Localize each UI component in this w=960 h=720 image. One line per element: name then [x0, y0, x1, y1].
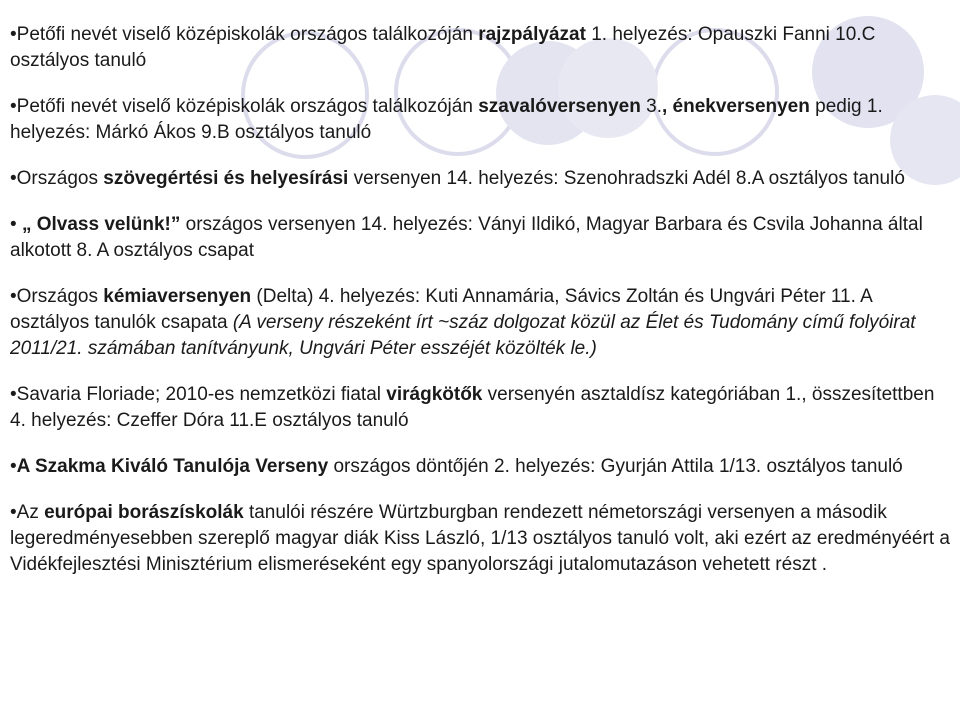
text-segment: „ Olvass velünk!” [21, 214, 181, 235]
text-segment: pedig 1. helyezés: Márkó Ákos 9.B osztályos tanuló [10, 96, 883, 143]
text-segment: országos döntőjén 2. helyezés: Gyurján Attila 1/13. osztályos tanuló [328, 456, 903, 477]
text-segment: •Savaria Floriade; 2010-es nemzetközi fiatal [10, 384, 387, 405]
text-segment: •Az [10, 502, 45, 523]
list-item [10, 382, 950, 434]
text-segment: szavalóversenyen [478, 96, 641, 117]
list-item [10, 94, 950, 146]
text-segment: (Delta) 4. helyezés: Kuti Annamária, Sávics Zoltán és Ungvári Péter 11. A osztályos tanulók csapata [10, 286, 872, 333]
text-segment: rajzpályázat [478, 24, 586, 45]
list-item [10, 500, 950, 578]
text-segment: virágkötők [386, 384, 483, 405]
list-item [10, 212, 950, 264]
list-item [10, 166, 950, 192]
list-item [10, 284, 950, 362]
text-segment: versenyén asztaldísz kategóriában 1., összesítettben 4. helyezés: Czeffer Dóra 11.E osztályos tanuló [10, 384, 935, 431]
text-segment: •Országos [10, 168, 104, 189]
text-segment: •Petőfi nevét viselő középiskolák országos találkozóján [10, 96, 479, 117]
text-segment: kémiaversenyen [103, 286, 252, 307]
text-segment: 1. helyezés: Opauszki Fanni 10.C osztályos tanuló [10, 24, 876, 71]
text-segment: országos versenyen 14. helyezés: Ványi Ildikó, Magyar Barbara és Csvila Johanna által alkotott 8. A osztályos csapat [10, 214, 923, 261]
achievement-list [10, 22, 950, 598]
text-segment: tanulói részére Würtzburgban rendezett németországi versenyen a második legeredményesebben szereplő magyar diák Kiss László, 1/13 osztályos tanuló volt, aki ezért az eredményéért a Vidékfejlesztési Minisztérium elismeréseként egy spanyolországi jutalomutazáson vehetett részt . [10, 502, 950, 575]
text-segment: szövegértési és helyesírási [103, 168, 349, 189]
text-segment: •Országos [10, 286, 104, 307]
text-segment: (A verseny részeként írt ~száz dolgozat közül az Élet és Tudomány című folyóirat 2011/21. számában tanítványunk, Ungvári Péter esszéjét közölték le.) [10, 312, 916, 359]
text-segment: A Szakma Kiváló Tanulója Verseny [16, 456, 329, 477]
text-segment: • [10, 214, 22, 235]
text-segment: , énekversenyen [661, 96, 810, 117]
text-segment: versenyen 14. helyezés: Szenohradszki Adél 8.A osztályos tanuló [348, 168, 905, 189]
list-item [10, 454, 950, 480]
text-segment: •Petőfi nevét viselő középiskolák országos találkozóján [10, 24, 479, 45]
text-segment: 3. [640, 96, 662, 117]
list-item [10, 22, 950, 74]
text-segment: európai borászískolák [44, 502, 244, 523]
text-segment: • [10, 456, 17, 477]
